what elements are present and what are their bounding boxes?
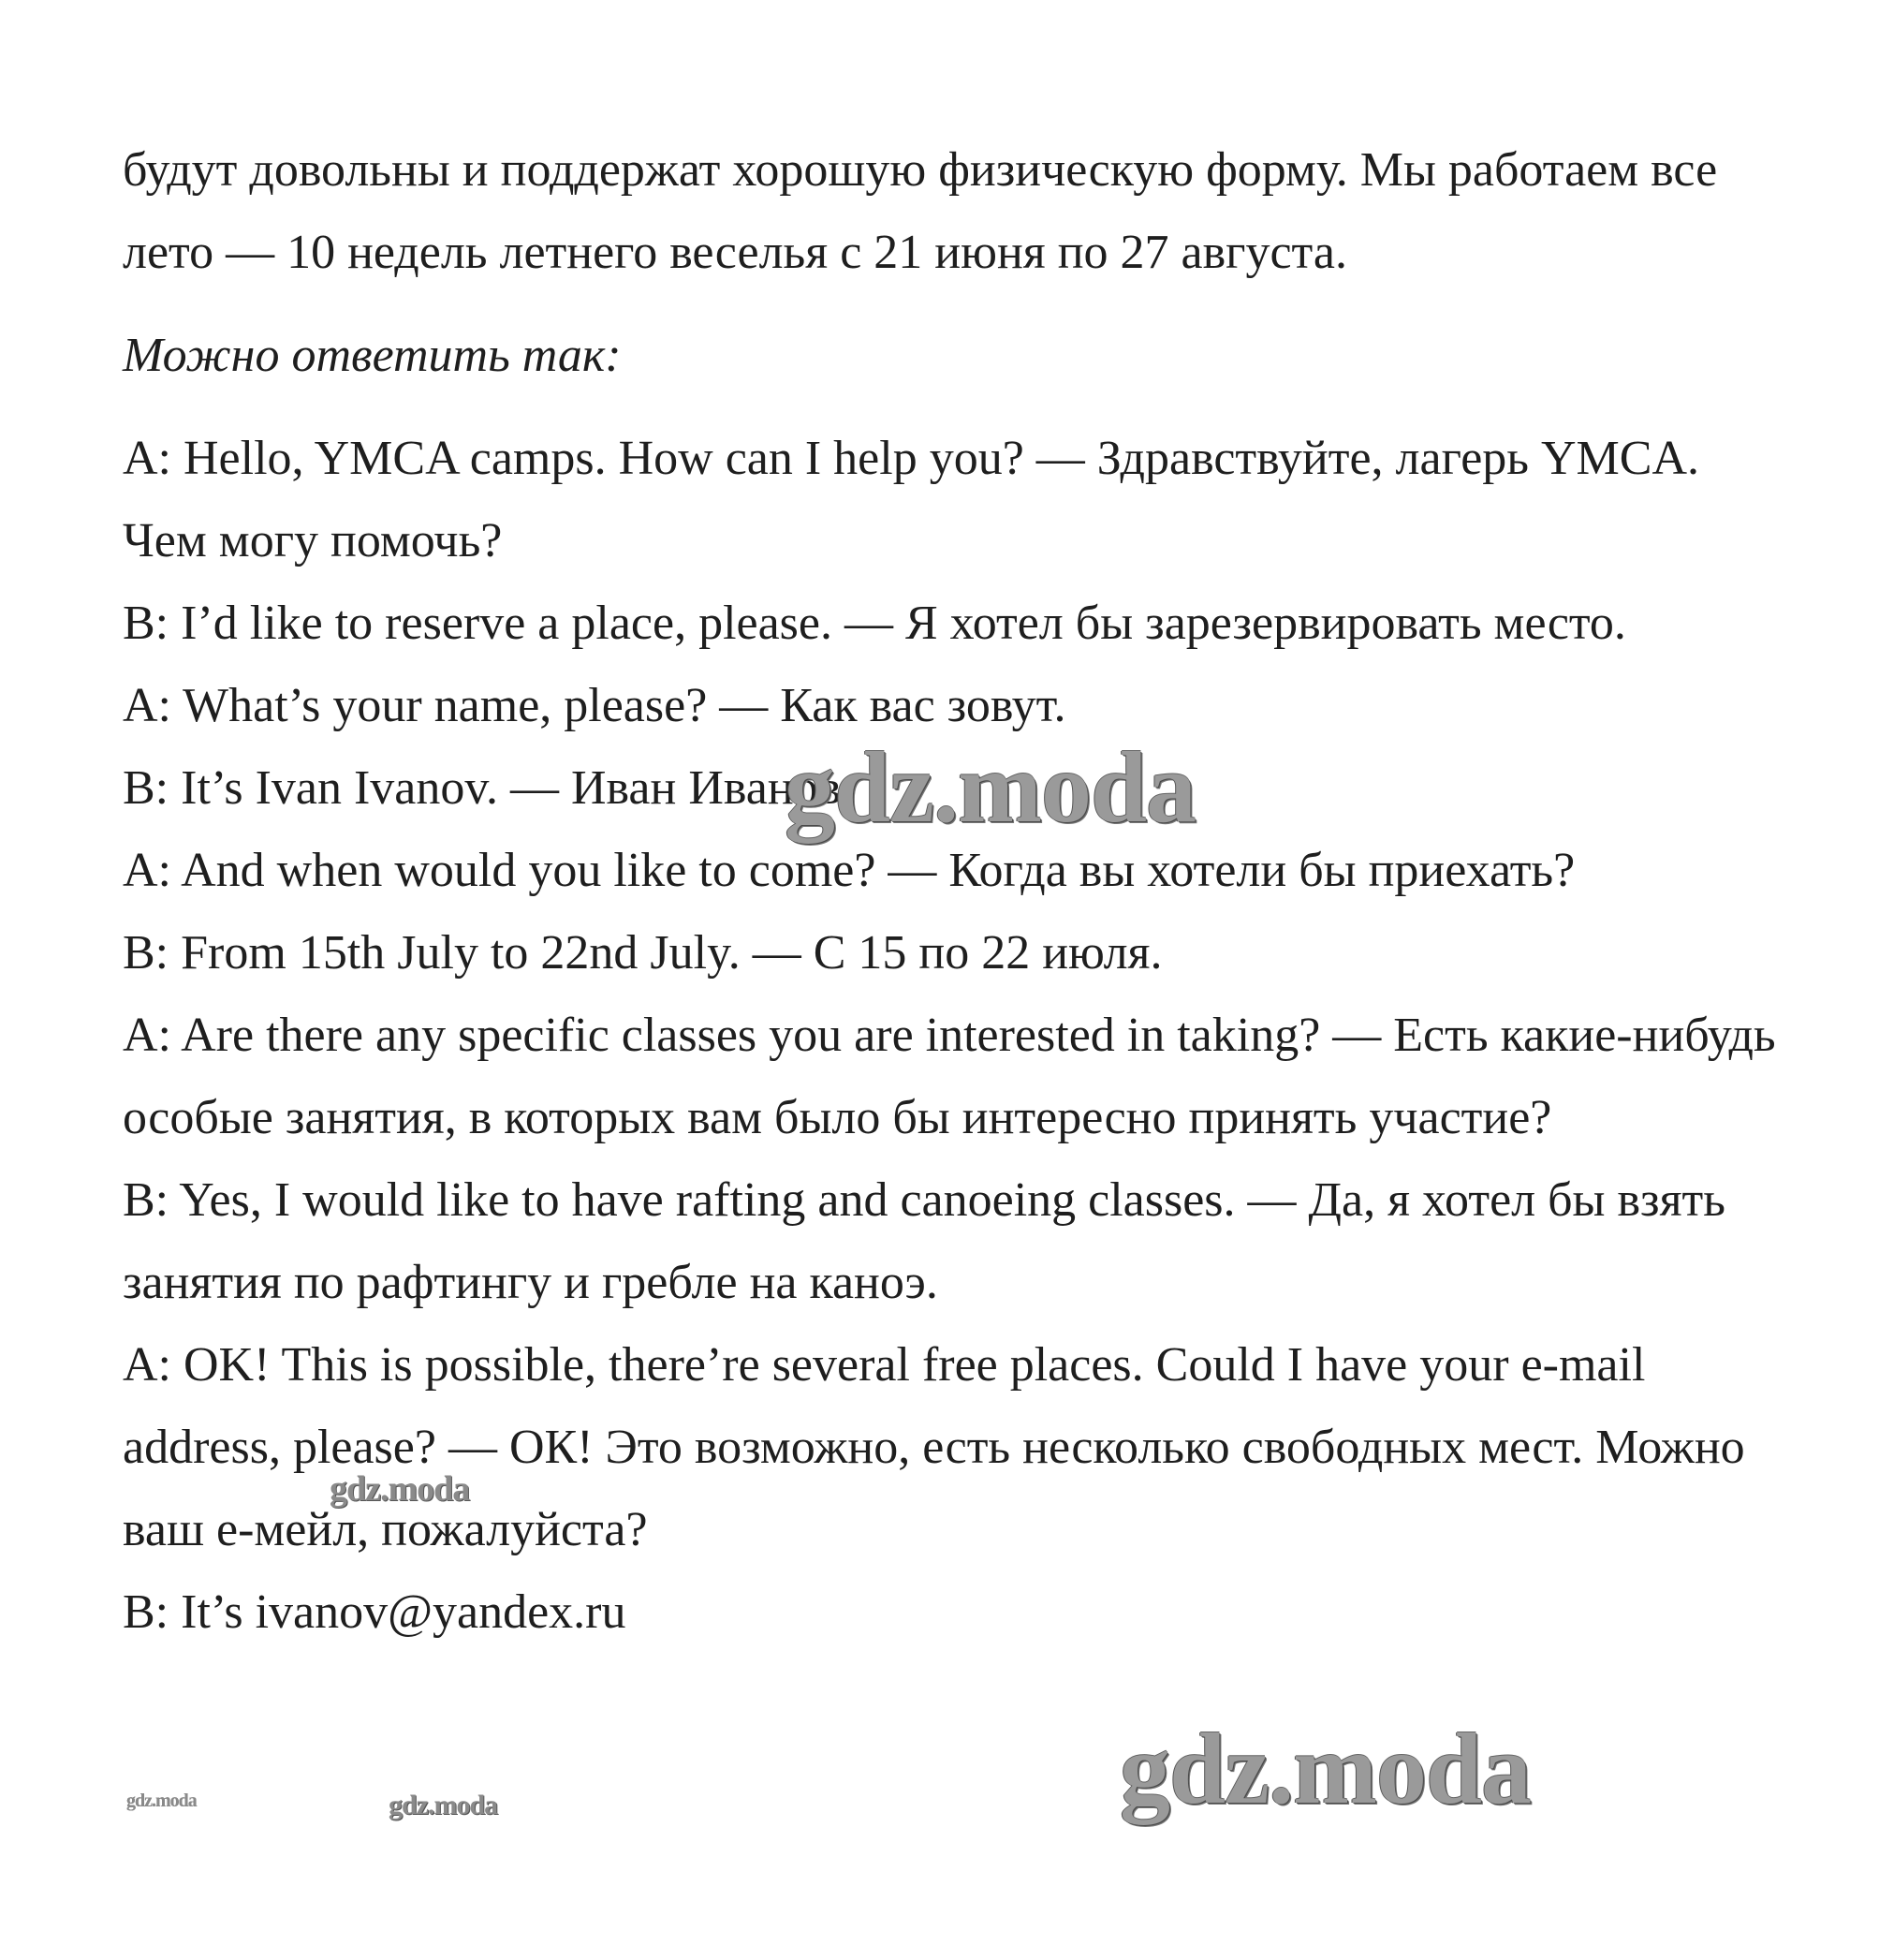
dialogue-line: A: OK! This is possible, there’re several free places. Could I have your e-mail address, please? — ОК! Это возможно, есть несколько свободных мест. Можно ваш е-мейл, пожалуйста? bbox=[123, 1338, 1745, 1556]
dialogue-line: A: Hello, YMCA camps. How can I help you? — Здравствуйте, лагерь YMCA. Чем могу помочь? bbox=[123, 432, 1700, 567]
watermark: gdz.moda bbox=[1120, 1714, 1532, 1825]
intro-paragraph: будут довольны и поддержат хорошую физическую форму. Мы работаем все лето — 10 недель летнего веселья с 21 июня по 27 августа. bbox=[123, 143, 1718, 279]
dialogue-line: A: And when would you like to come? — Когда вы хотели бы приехать? bbox=[123, 844, 1576, 897]
document-page bbox=[123, 129, 1789, 1654]
dialogue-line: B: It’s ivanov@yandex.ru bbox=[123, 1585, 626, 1639]
watermark: gdz.moda bbox=[330, 1469, 470, 1509]
dialogue-line: B: It’s Ivan Ivanov. — Иван Иванов bbox=[123, 761, 842, 815]
dialogue-line: B: From 15th July to 22nd July. — С 15 по 22 июля. bbox=[123, 926, 1163, 980]
watermark: gdz.moda bbox=[389, 1790, 498, 1820]
watermark: gdz.moda bbox=[785, 732, 1196, 844]
dialogue bbox=[123, 418, 1789, 1654]
watermark: gdz.moda bbox=[126, 1791, 197, 1811]
dialogue-line: B: I’d like to reserve a place, please. — Я хотел бы зарезервировать место. bbox=[123, 597, 1626, 650]
dialogue-line: A: Are there any specific classes you are interested in taking? — Есть какие-нибудь особые занятия, в которых вам было бы интересно принять участие? bbox=[123, 1009, 1776, 1144]
dialogue-line: A: What’s your name, please? — Как вас зовут. bbox=[123, 679, 1066, 732]
answer-lead: Можно ответить так: bbox=[123, 329, 622, 382]
dialogue-line: B: Yes, I would like to have rafting and canoeing classes. — Да, я хотел бы взять занятия по рафтингу и гребле на каноэ. bbox=[123, 1173, 1725, 1309]
